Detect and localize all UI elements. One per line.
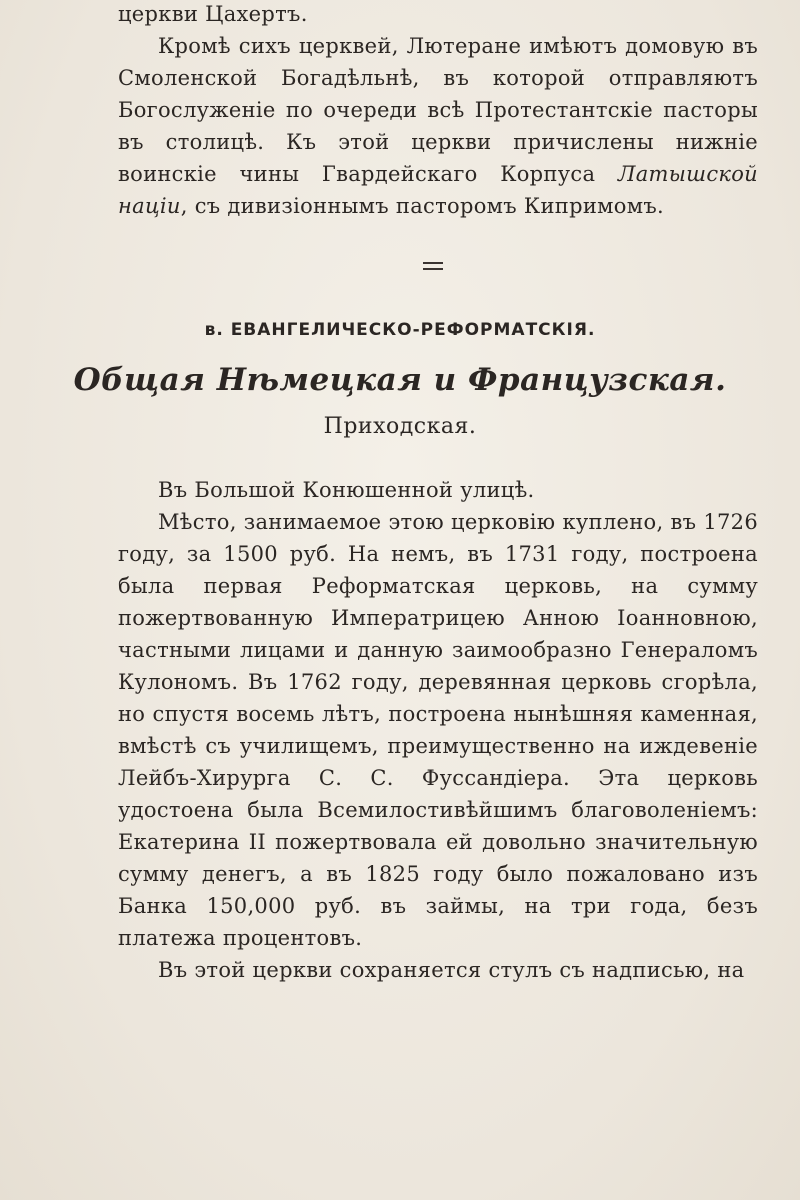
latvian-nation-italic: Латышской націи bbox=[118, 162, 758, 218]
chair-paragraph: Въ этой церкви сохраняется стулъ съ надписью, на bbox=[158, 958, 745, 982]
top-text-block bbox=[118, 0, 758, 222]
lutheran-paragraph bbox=[118, 30, 758, 222]
church-title: Общая Нѣмецкая и Французская. bbox=[73, 362, 727, 398]
intro-line: церкви Цахертъ. bbox=[118, 2, 308, 26]
church-subtitle: Приходская. bbox=[323, 414, 477, 439]
main-text-block bbox=[118, 474, 758, 986]
section-heading: в. ЕВАНГЕЛИЧЕСКО-РЕФОРМАТСКІЯ. bbox=[204, 320, 596, 340]
history-paragraph: Мѣсто, занимаемое этою церковію куплено, въ 1726 году, за 1500 руб. На немъ, въ 1731 году, построена была первая Реформатская церковь, на сумму пожертвованную Императрицею Анною Іоанновною, частными лицами и данную заимообразно Генераломъ Кулономъ. Въ 1762 году, деревянная церковь сгорѣла, но спустя восемь лѣтъ, построена нынѣшняя каменная, вмѣстѣ съ училищемъ, преимущественно на иждевеніе Лейбъ-Хирурга С. С. Фуссандіера. Эта церковь удостоена была Всемилостивѣйшимъ благоволеніемъ: Екатерина II пожертвовала ей довольно значительную сумму денегъ, а въ 1825 году было пожаловано изъ Банка 150,000 руб. въ займы, на три года, безъ платежа процентовъ. bbox=[118, 510, 758, 950]
location-line: Въ Большой Конюшенной улицѣ. bbox=[158, 478, 535, 502]
lutheran-paragraph-part2: , съ дивизіоннымъ пасторомъ Кипримомъ. bbox=[180, 194, 664, 218]
lutheran-paragraph-part1: Кромѣ сихъ церквей, Лютеране имѣютъ домовую въ Смоленской Богадѣльнѣ, въ которой отправляютъ Богослуженіе по очереди всѣ Протестантскіе пасторы въ столицѣ. Къ этой церкви причислены нижніе воинскіе чины Гвардейскаго Корпуса bbox=[118, 34, 758, 186]
double-rule-divider bbox=[423, 262, 443, 270]
